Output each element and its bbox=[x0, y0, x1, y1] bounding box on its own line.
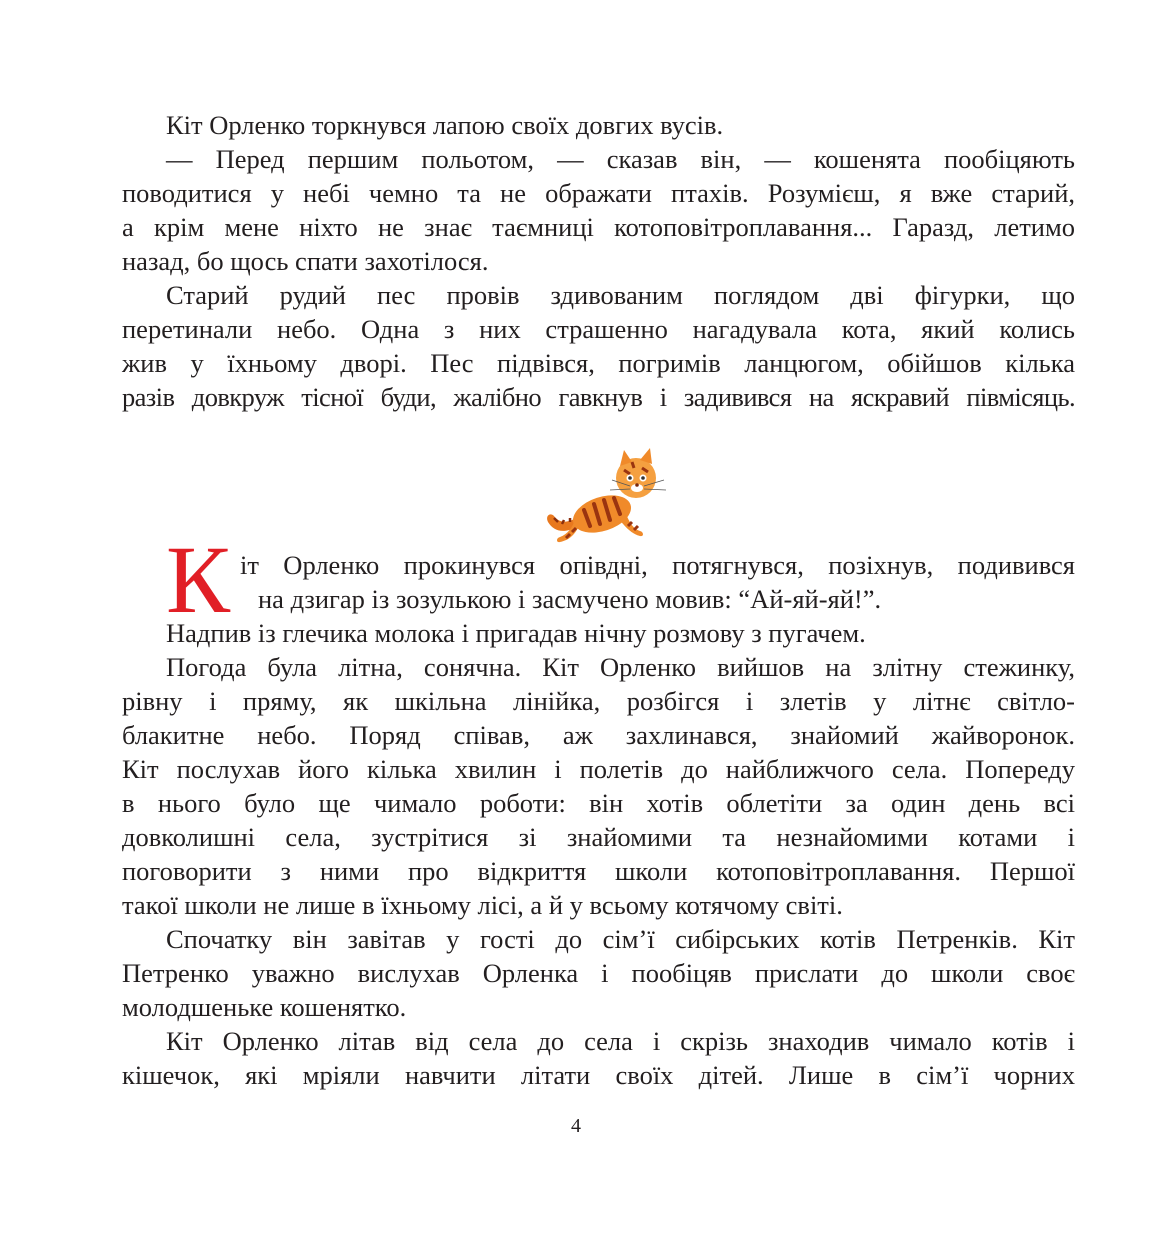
text-line: Петренко уважно вислухав Орленка і пообіцяв прислати до школи своє bbox=[122, 958, 1075, 988]
running-cat-icon bbox=[540, 448, 675, 548]
text-line: в нього було ще чимало роботи: він хотів облетіти за один день всі bbox=[122, 788, 1075, 818]
text-line: Спочатку він завітав у гості до сім’ї сибірських котів Петренків. Кіт bbox=[166, 924, 1075, 954]
text-line: разів довкруж тісної буди, жалібно гавкнув і задивився на яскравий півмісяць. bbox=[122, 382, 1075, 412]
text-line: довколишні села, зустрітися зі знайомими та незнайомими котами і bbox=[122, 822, 1075, 852]
text-line: а крім мене ніхто не знає таємниці котоповітроплавання... Гаразд, летимо bbox=[122, 212, 1075, 242]
text-line: назад, бо щось спати захотілося. bbox=[122, 246, 489, 276]
text-line: Надпив із глечика молока і пригадав нічну розмову з пугачем. bbox=[166, 618, 866, 648]
text-line: поговорити з ними про відкриття школи котоповітроплавання. Першої bbox=[122, 856, 1075, 886]
text-line: рівну і пряму, як шкільна лінійка, розбігся і злетів у літнє світло- bbox=[122, 686, 1075, 716]
text-line: Погода була літна, сонячна. Кіт Орленко вийшов на злітну стежинку, bbox=[166, 652, 1075, 682]
text-line: перетинали небо. Одна з них страшенно нагадувала кота, який колись bbox=[122, 314, 1075, 344]
text-line: такої школи не лише в їхньому лісі, а й у всьому котячому світі. bbox=[122, 890, 843, 920]
text-line: молодшеньке кошенятко. bbox=[122, 992, 407, 1022]
text-line: на дзигар із зозулькою і засмучено мовив: “Ай-яй-яй!”. bbox=[258, 584, 882, 614]
drop-cap: К bbox=[166, 526, 231, 633]
text-line: поводитися у небі чемно та не ображати птахів. Розумієш, я вже старий, bbox=[122, 178, 1075, 208]
text-line: Старий рудий пес провів здивованим поглядом дві фігурки, що bbox=[166, 280, 1075, 310]
text-line: Кіт послухав його кілька хвилин і полетів до найближчого села. Попереду bbox=[122, 754, 1075, 784]
text-line: — Перед першим польотом, — сказав він, — кошенята пообіцяють bbox=[166, 144, 1075, 174]
text-line: іт Орленко прокинувся опівдні, потягнувся, позіхнув, подивився bbox=[240, 550, 1075, 580]
text-line: блакитне небо. Поряд співав, аж захлинався, знайомий жайворонок. bbox=[122, 720, 1075, 750]
page-number: 4 bbox=[571, 1115, 581, 1137]
text-line: Кіт Орленко літав від села до села і скрізь знаходив чимало котів і bbox=[166, 1026, 1075, 1056]
text-line: кішечок, які мріяли навчити літати своїх дітей. Лише в сім’ї чорних bbox=[122, 1060, 1075, 1090]
text-line: Кіт Орленко торкнувся лапою своїх довгих вусів. bbox=[166, 110, 724, 140]
text-line: жив у їхньому дворі. Пес підвівся, погримів ланцюгом, обійшов кілька bbox=[122, 348, 1075, 378]
